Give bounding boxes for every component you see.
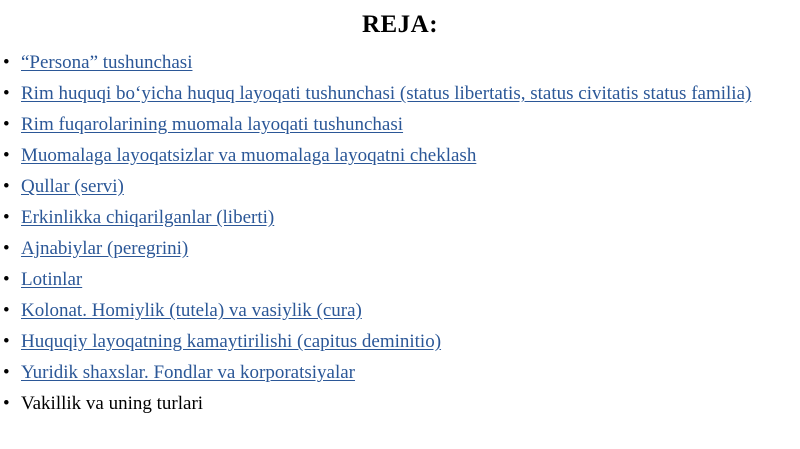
plan-item-persona [0,52,800,83]
bullet: • [3,83,10,104]
plan-item-vakillik [0,393,800,424]
plan-item-layoqatsizlar [0,145,800,176]
plan-text-vakillik: Vakillik va uning turlari [21,393,204,414]
bullet: • [3,176,10,197]
plan-item-huquq-layoqati [0,83,800,114]
bullet: • [3,269,10,290]
plan-item-muomala-layoqati [0,114,800,145]
plan-link-layoqatsizlar[interactable]: Muomalaga layoqatsizlar va muomalaga layoqatni cheklash [21,145,477,166]
bullet: • [3,238,10,259]
bullet: • [3,114,10,135]
slide-title: REJA: [361,11,439,38]
bullet: • [3,52,10,73]
plan-link-persona[interactable]: “Persona” tushunchasi [21,52,193,73]
plan-item-yuridik-shaxslar [0,362,800,393]
plan-item-kolonat [0,300,800,331]
plan-link-liberti[interactable]: Erkinlikka chiqarilganlar (liberti) [21,207,275,228]
plan-item-lotinlar [0,269,800,300]
bullet: • [3,207,10,228]
plan-list [0,52,800,424]
plan-item-liberti [0,207,800,238]
plan-item-qullar [0,176,800,207]
plan-link-peregrini[interactable]: Ajnabiylar (peregrini) [21,238,189,259]
plan-item-capitus-deminitio [0,331,800,362]
bullet: • [3,145,10,166]
plan-link-huquq-layoqati[interactable]: Rim huquqi bo‘yicha huquq layoqati tushunchasi (status libertatis, status civitatis status familia) [21,83,752,104]
bullet: • [3,300,10,321]
bullet: • [3,393,10,414]
plan-link-kolonat[interactable]: Kolonat. Homiylik (tutela) va vasiylik (cura) [21,300,362,321]
plan-link-yuridik-shaxslar[interactable]: Yuridik shaxslar. Fondlar va korporatsiyalar [21,362,356,383]
plan-link-muomala-layoqati[interactable]: Rim fuqarolarining muomala layoqati tushunchasi [21,114,404,135]
plan-item-peregrini [0,238,800,269]
plan-link-lotinlar[interactable]: Lotinlar [21,269,83,290]
plan-link-capitus-deminitio[interactable]: Huquqiy layoqatning kamaytirilishi (capitus deminitio) [21,331,442,352]
plan-link-qullar[interactable]: Qullar (servi) [21,176,124,197]
bullet: • [3,331,10,352]
bullet: • [3,362,10,383]
